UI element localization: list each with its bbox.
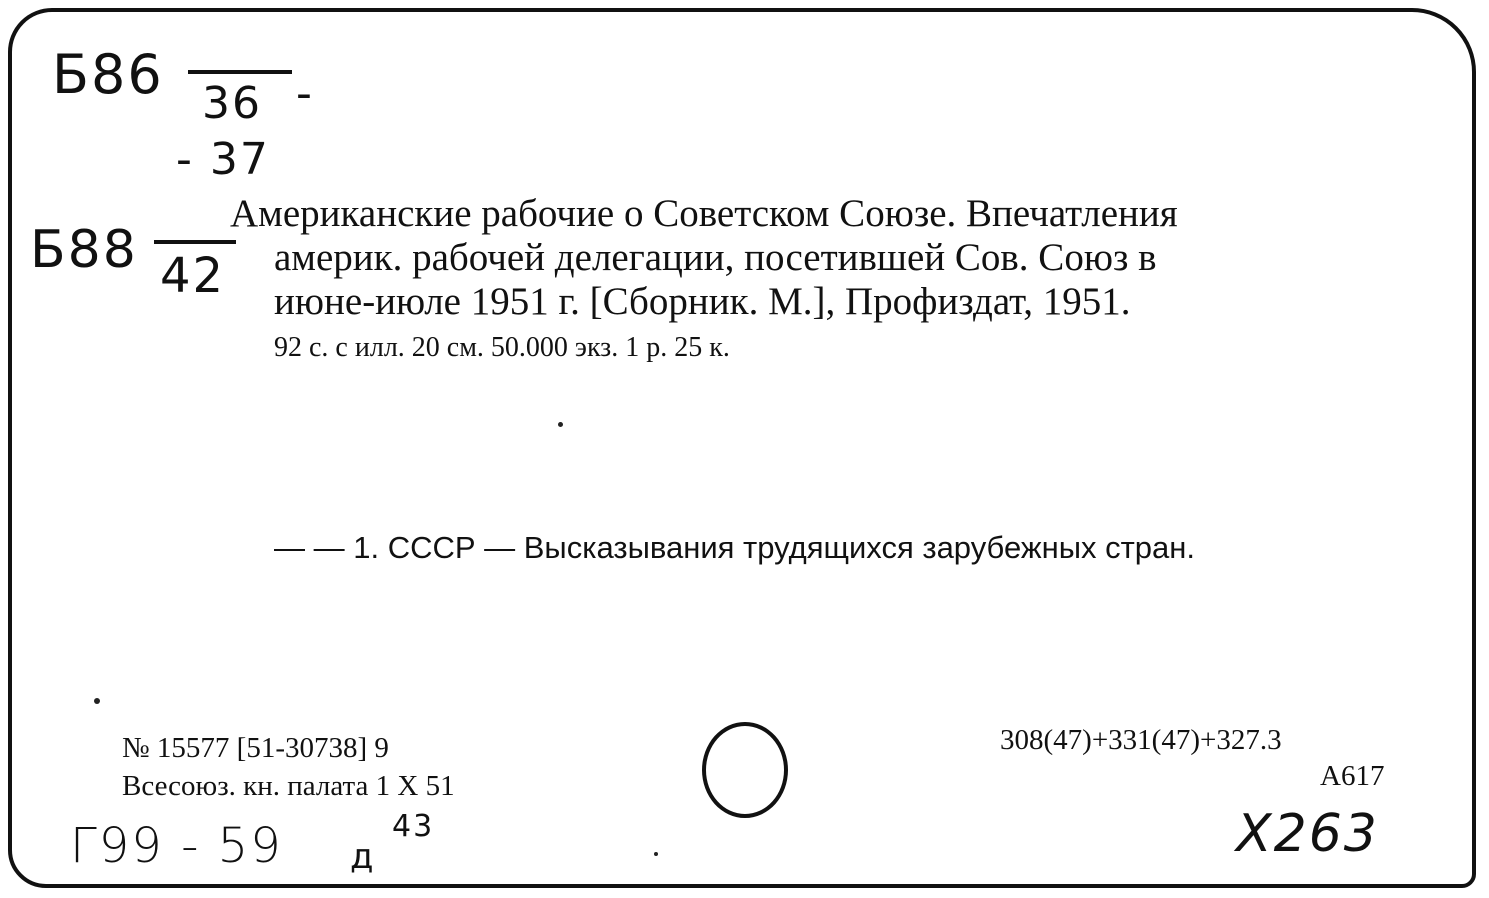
entry-physical-description: 92 с. с илл. 20 см. 50.000 экз. 1 р. 25 к. [274, 332, 730, 363]
handwritten-code-left-suffix: д [350, 837, 376, 877]
call-number-1-prefix: Б86 [52, 43, 164, 106]
call-number-2-number: 42 [160, 248, 226, 304]
call-number-1-fraction-line [188, 70, 292, 74]
handwritten-code-left: Г99 - 59 [70, 818, 283, 874]
speck [654, 852, 658, 856]
call-number-1-continuation: - 37 [176, 134, 270, 185]
card-punch-hole [702, 722, 788, 818]
entry-title-line-2: америк. рабочей делегации, посетившей Сов. Союз в [274, 236, 1157, 279]
handwritten-code-right: Х263 [1236, 804, 1379, 864]
classification-codes: 308(47)+331(47)+327.3 [1000, 724, 1282, 756]
call-number-2-fraction-line [154, 240, 236, 244]
subject-heading: — — 1. СССР — Высказывания трудящихся зарубежных стран. [274, 530, 1196, 565]
author-mark: А617 [1320, 760, 1385, 792]
handwritten-code-left-superscript: 43 [392, 809, 435, 844]
registration-number: № 15577 [51-30738] 9 [122, 732, 389, 764]
entry-imprint-line: июне-июле 1951 г. [Сборник. М.], Профиздат, 1951. [274, 280, 1131, 323]
book-chamber-line: Всесоюз. кн. палата 1 Х 51 [122, 770, 455, 802]
speck [94, 698, 100, 704]
call-number-2-prefix: Б88 [30, 220, 138, 280]
call-number-1-number: 36 [202, 78, 262, 129]
entry-title-line-1: Американские рабочие о Советском Союзе. Впечатления [230, 192, 1178, 235]
call-number-1-range-dash: - [296, 68, 314, 119]
speck [558, 422, 563, 427]
